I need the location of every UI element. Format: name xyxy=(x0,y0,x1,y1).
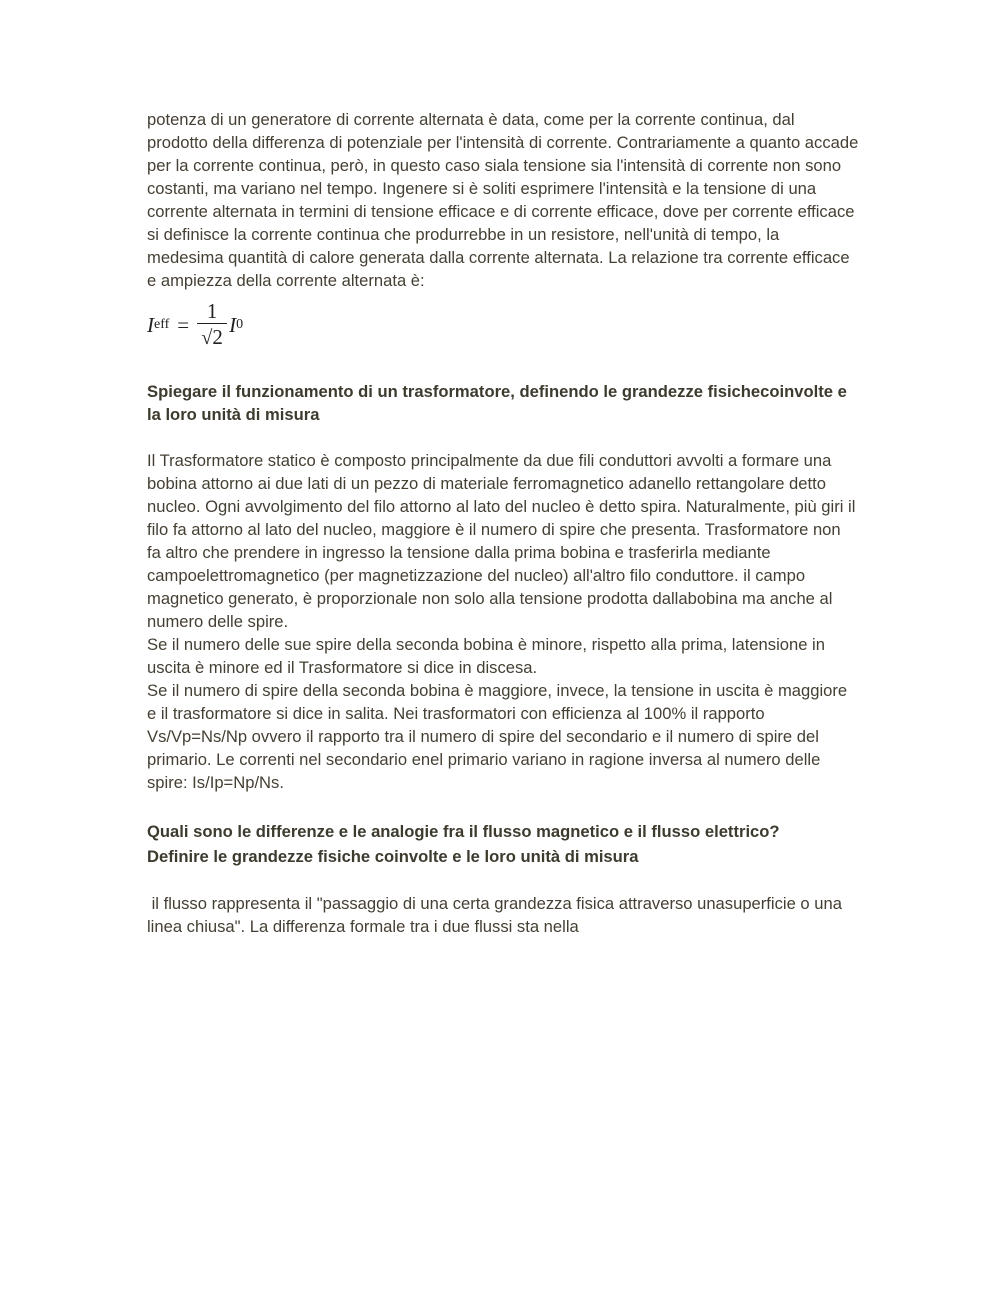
formula-lhs-symbol: I xyxy=(147,312,154,337)
formula-numerator: 1 xyxy=(206,299,218,323)
sqrt-icon: √ xyxy=(201,327,213,349)
formula-radicand: 2 xyxy=(212,325,223,349)
flux-paragraph: il flusso rappresenta il "passaggio di una certa grandezza fisica attraverso unasuperficie o una linea chiusa". La differenza formale tra i due flussi sta nella xyxy=(147,894,847,936)
formula-rhs-subscript: 0 xyxy=(236,317,244,332)
transformer-question-heading: Spiegare il funzionamento di un trasformatore, definendo le grandezze fisichecoinvolte e la loro unità di misura xyxy=(147,382,847,424)
intro-paragraph: potenza di un generatore di corrente alternata è data, come per la corrente continua, dal prodotto della differenza di potenziale per l'intensità di corrente. Contrariamente a quanto accade per la corrente continua, però, in questo caso siala tensione sia l'intensità di corrente non sono costanti, ma variano nel tempo. Ingenere si è soliti esprimere l'intensità e la tensione di una corrente alternata in termini di tensione efficace e di corrente efficace, dove per corrente efficace si definisce la corrente continua che produrrebbe in un resistore, nell'unità di tempo, la medesima quantità di calore generata dalla corrente alternata. La relazione tra corrente efficace e ampiezza della corrente alternata è: xyxy=(147,110,859,290)
fraction-bar xyxy=(197,323,227,324)
step-down-paragraph: Se il numero delle sue spire della seconda bobina è minore, rispetto alla prima, latensione in uscita è minore ed il Trasformatore si dice in discesa. xyxy=(147,635,825,677)
flux-question-heading-line1: Quali sono le differenze e le analogie fra il flusso magnetico e il flusso elettrico? xyxy=(147,822,780,841)
document-page xyxy=(147,108,859,938)
step-up-paragraph: Se il numero di spire della seconda bobina è maggiore, invece, la tensione in uscita è maggiore e il trasformatore si dice in salita. Nei trasformatori con efficienza al 100% il rapporto Vs/Vp=Ns/Np ovvero il rapporto tra il numero di spire del secondario e il numero di spire del primario. Le correnti nel secondario enel primario variano in ragione inversa al numero delle spire: Is/Ip=Np/Ns. xyxy=(147,681,848,792)
flux-question-heading-line2: Definire le grandezze fisiche coinvolte e le loro unità di misura xyxy=(147,847,639,866)
formula-lhs-subscript: eff xyxy=(154,317,170,332)
effective-current-formula xyxy=(147,298,859,352)
formula-fraction xyxy=(197,301,227,349)
formula-rhs-symbol: I xyxy=(229,312,237,337)
formula-denominator xyxy=(201,326,222,349)
formula-equals: = xyxy=(177,312,190,337)
transformer-paragraph: Il Trasformatore statico è composto principalmente da due fili conduttori avvolti a formare una bobina attorno ai due lati di un pezzo di materiale ferromagnetico adanello rettangolare detto nucleo. Ogni avvolgimento del filo attorno al lato del nucleo è detto spira. Naturalmente, più giri il filo fa attorno al lato del nucleo, maggiore è il numero di spire che presenta. Trasformatore non fa altro che prendere in ingresso la tensione dalla prima bobina e trasferirla mediante campoelettromagnetico (per magnetizzazione del nucleo) all'altro filo conduttore. il campo magnetico generato, è proporzionale non solo alla tensione prodotta dallabobina ma anche al numero delle spire. xyxy=(147,451,856,631)
